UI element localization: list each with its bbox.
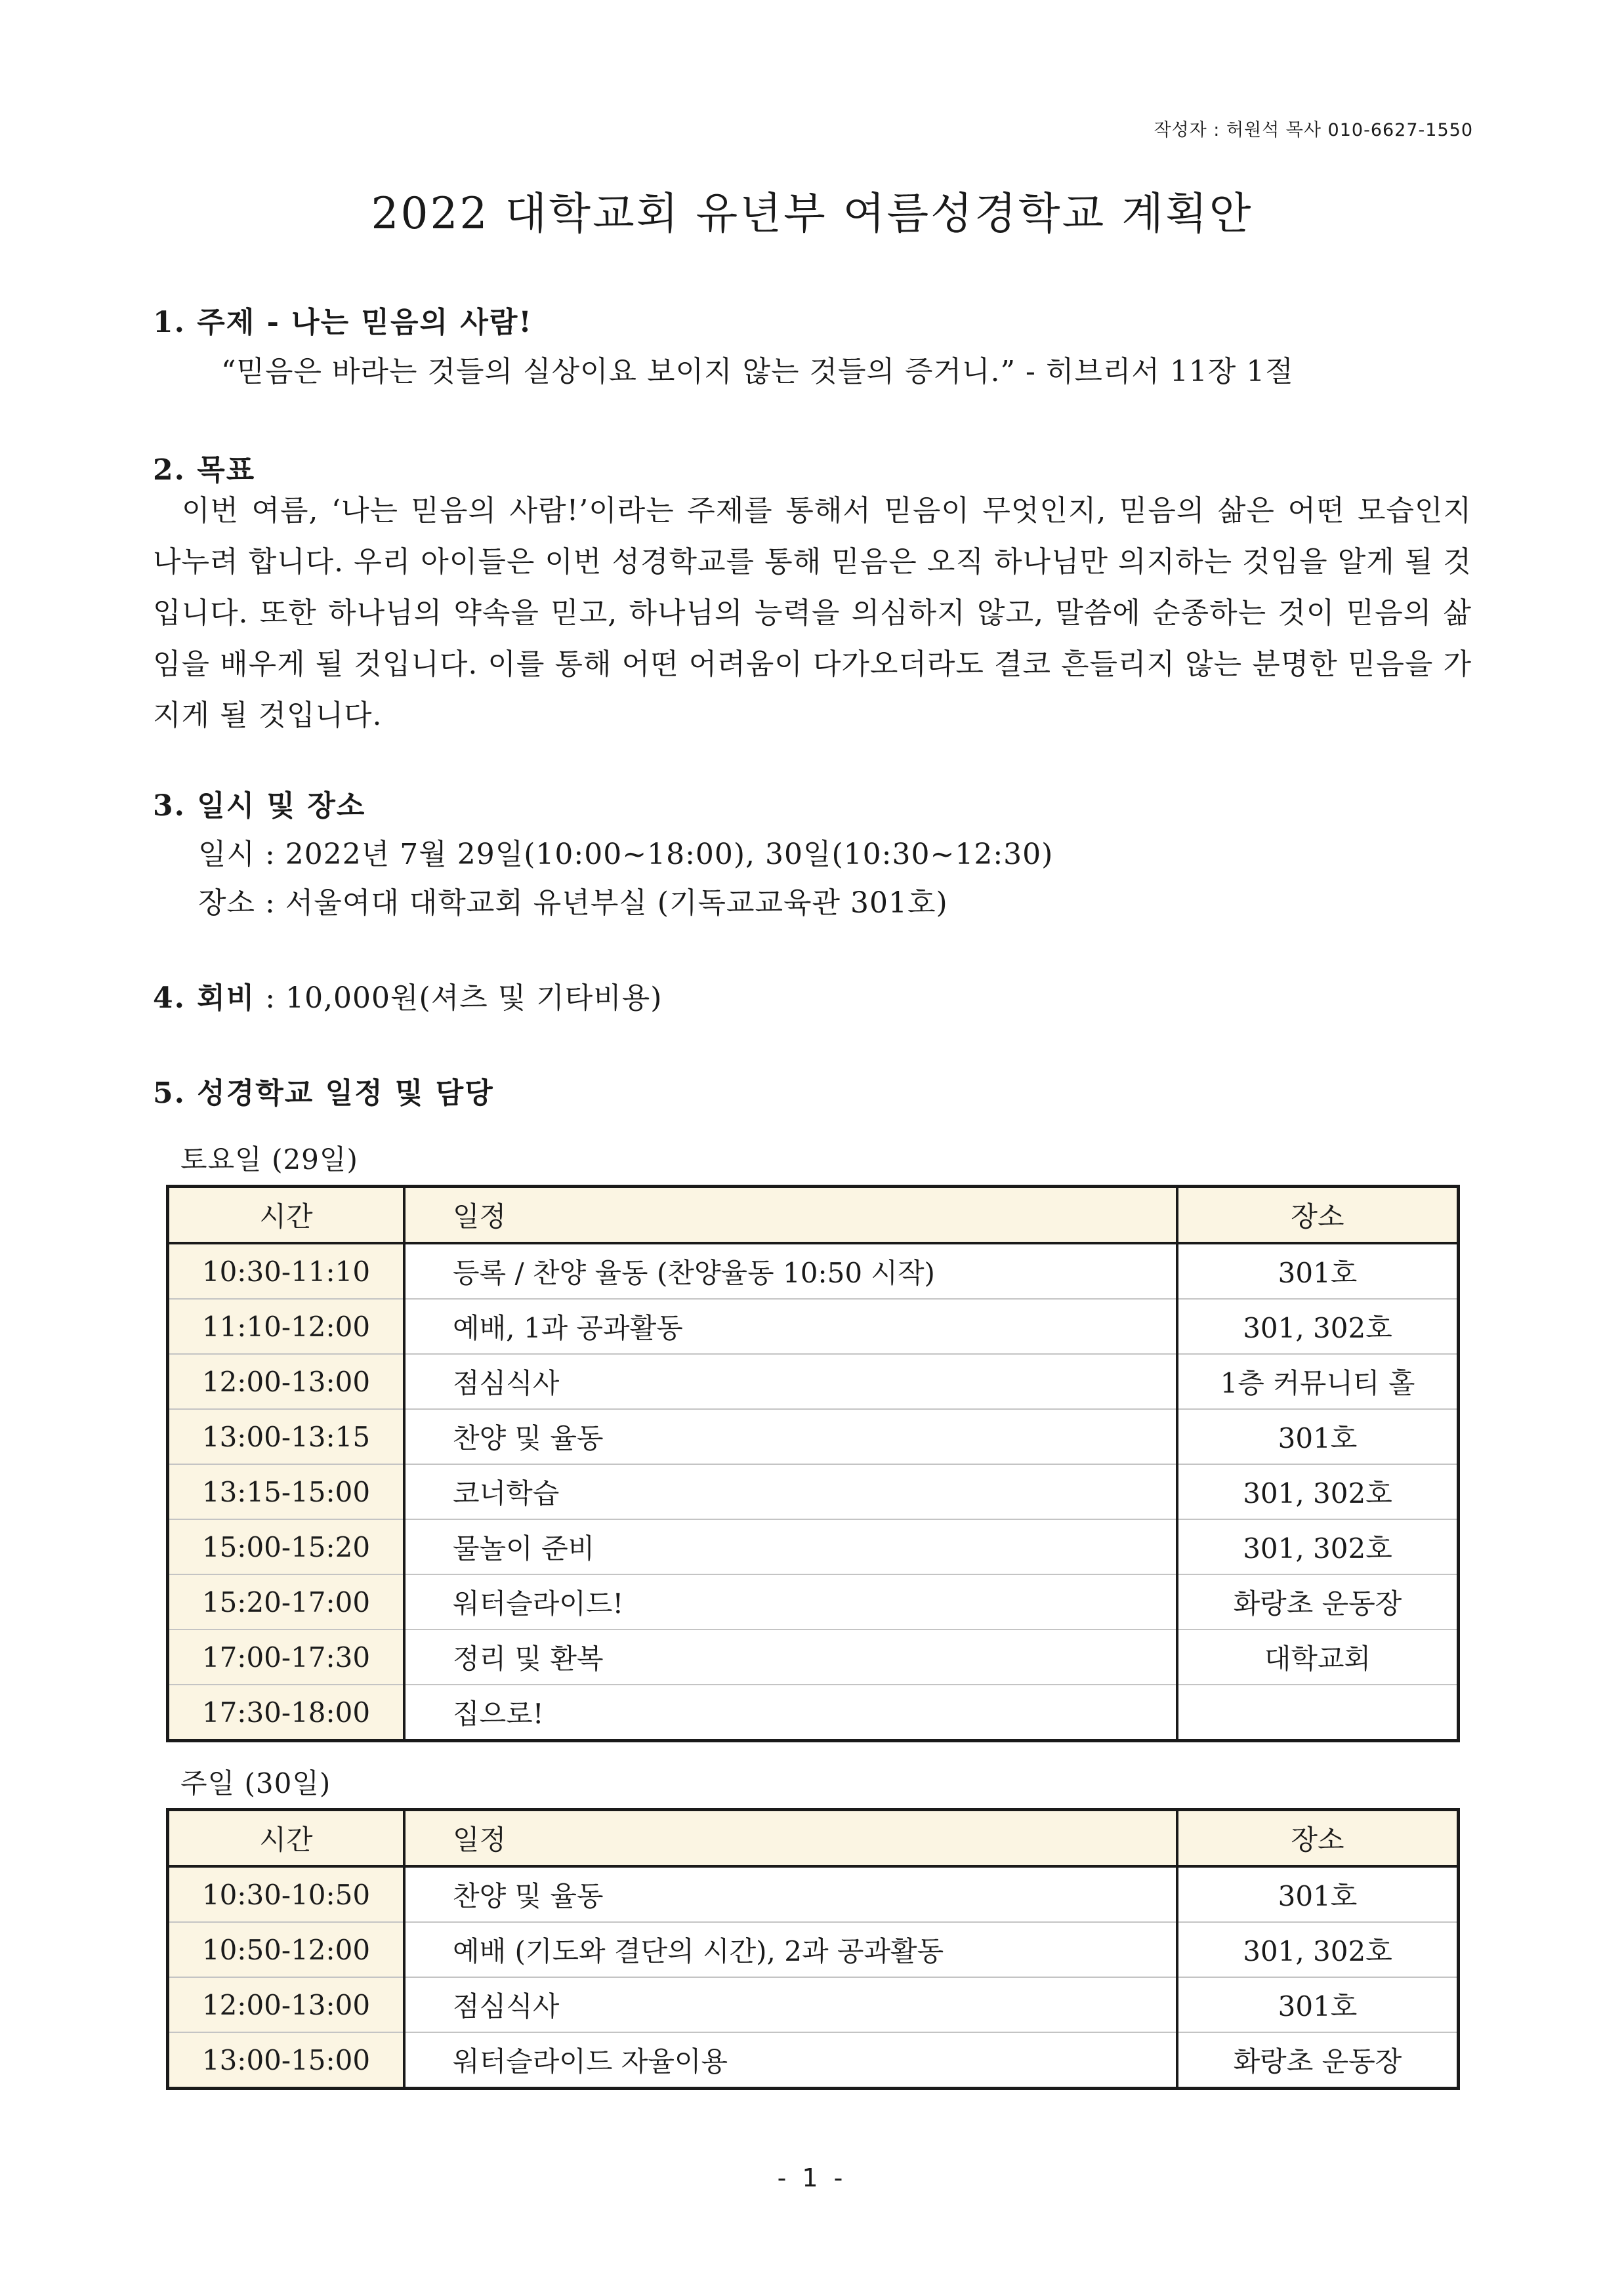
author-line: 작성자 : 허원석 목사 010-6627-1550 bbox=[1154, 120, 1473, 140]
place-cell: 화랑초 운동장 bbox=[1177, 1574, 1459, 1630]
event-cell: 예배, 1과 공과활동 bbox=[404, 1299, 1177, 1354]
place-cell: 301, 302호 bbox=[1177, 1299, 1459, 1354]
time-cell: 17:00-17:30 bbox=[168, 1630, 405, 1685]
table-row bbox=[168, 1977, 1459, 2032]
column-header-time: 시간 bbox=[168, 1187, 405, 1244]
table-row bbox=[168, 1243, 1459, 1299]
theme-verse: “믿음은 바라는 것들의 실상이요 보이지 않는 것들의 증거니.” - 히브리서 11장 1절 bbox=[221, 355, 1294, 388]
place-cell: 대학교회 bbox=[1177, 1630, 1459, 1685]
schedule-table-day1 bbox=[166, 1185, 1460, 1742]
event-cell: 워터슬라이드! bbox=[404, 1574, 1177, 1630]
event-cell: 코너학습 bbox=[404, 1464, 1177, 1519]
table-row bbox=[168, 1922, 1459, 1977]
time-cell: 17:30-18:00 bbox=[168, 1685, 405, 1741]
column-header-place: 장소 bbox=[1177, 1187, 1459, 1244]
place-cell: 301, 302호 bbox=[1177, 1519, 1459, 1574]
event-cell: 정리 및 환복 bbox=[404, 1630, 1177, 1685]
table-row bbox=[168, 2032, 1459, 2089]
table-row bbox=[168, 1866, 1459, 1922]
goal-paragraph: 이번 여름, ‘나는 믿음의 사람!’이라는 주제를 통해서 믿음이 무엇인지, 믿음의 삶은 어떤 모습인지 나누려 합니다. 우리 아이들은 이번 성경학교를 통해 믿음은 오직 하나님만 의지하는 것임을 알게 될 것입니다. 또한 하나님의 약속을 믿고, 하나님의 능력을 의심하지 않고, 말씀에 순종하는 것이 믿음의 삶임을 배우게 될 것입니다. 이를 통해 어떤 어려움이 다가오더라도 결코 흔들리지 않는 분명한 믿음을 가지게 될 것입니다. bbox=[153, 494, 1472, 732]
place-cell: 301호 bbox=[1177, 1243, 1459, 1299]
section-theme-heading: 1. 주제 - 나는 믿음의 사람! bbox=[153, 306, 533, 339]
time-cell: 13:15-15:00 bbox=[168, 1464, 405, 1519]
event-cell: 찬양 및 율동 bbox=[404, 1866, 1177, 1922]
event-cell: 예배 (기도와 결단의 시간), 2과 공과활동 bbox=[404, 1922, 1177, 1977]
column-header-time: 시간 bbox=[168, 1810, 405, 1867]
place-cell: 301호 bbox=[1177, 1409, 1459, 1464]
place-cell: 301호 bbox=[1177, 1977, 1459, 2032]
place-cell: 301, 302호 bbox=[1177, 1922, 1459, 1977]
event-place: 장소 : 서울여대 대학교회 유년부실 (기독교교육관 301호) bbox=[198, 886, 948, 920]
time-cell: 11:10-12:00 bbox=[168, 1299, 405, 1354]
fee-label: 4. 회비 bbox=[153, 981, 256, 1015]
table-row bbox=[168, 1299, 1459, 1354]
table-row bbox=[168, 1574, 1459, 1630]
event-cell: 점심식사 bbox=[404, 1977, 1177, 2032]
column-header-place: 장소 bbox=[1177, 1810, 1459, 1867]
event-cell: 워터슬라이드 자율이용 bbox=[404, 2032, 1177, 2089]
place-cell bbox=[1177, 1685, 1459, 1741]
event-date: 일시 : 2022년 7월 29일(10:00~18:00), 30일(10:30~12:30) bbox=[198, 838, 1054, 871]
table-row bbox=[168, 1409, 1459, 1464]
table-row bbox=[168, 1630, 1459, 1685]
event-cell: 찬양 및 율동 bbox=[404, 1409, 1177, 1464]
place-cell: 301, 302호 bbox=[1177, 1464, 1459, 1519]
page-number: - 1 - bbox=[777, 2163, 847, 2192]
event-cell: 점심식사 bbox=[404, 1354, 1177, 1409]
day2-label: 주일 (30일) bbox=[180, 1767, 331, 1799]
time-cell: 13:00-13:15 bbox=[168, 1409, 405, 1464]
time-cell: 12:00-13:00 bbox=[168, 1354, 405, 1409]
place-cell: 301호 bbox=[1177, 1866, 1459, 1922]
time-cell: 10:50-12:00 bbox=[168, 1922, 405, 1977]
time-cell: 12:00-13:00 bbox=[168, 1977, 405, 2032]
event-cell: 집으로! bbox=[404, 1685, 1177, 1741]
fee-value: : 10,000원(셔츠 및 기타비용) bbox=[265, 981, 663, 1015]
place-cell: 1층 커뮤니티 홀 bbox=[1177, 1354, 1459, 1409]
day1-label: 토요일 (29일) bbox=[180, 1143, 358, 1176]
event-cell: 등록 / 찬양 율동 (찬양율동 10:50 시작) bbox=[404, 1243, 1177, 1299]
time-cell: 15:00-15:20 bbox=[168, 1519, 405, 1574]
column-header-event: 일정 bbox=[404, 1187, 1177, 1244]
time-cell: 15:20-17:00 bbox=[168, 1574, 405, 1630]
time-cell: 10:30-11:10 bbox=[168, 1243, 405, 1299]
document-title: 2022 대학교회 유년부 여름성경학교 계획안 bbox=[371, 188, 1253, 239]
event-cell: 물놀이 준비 bbox=[404, 1519, 1177, 1574]
table-row bbox=[168, 1685, 1459, 1741]
section-schedule-heading: 5. 성경학교 일정 및 담당 bbox=[153, 1076, 494, 1110]
time-cell: 10:30-10:50 bbox=[168, 1866, 405, 1922]
table-row bbox=[168, 1354, 1459, 1409]
schedule-table-day2 bbox=[166, 1808, 1460, 2090]
section-datetime-heading: 3. 일시 및 장소 bbox=[153, 789, 366, 823]
table-row bbox=[168, 1464, 1459, 1519]
place-cell: 화랑초 운동장 bbox=[1177, 2032, 1459, 2089]
column-header-event: 일정 bbox=[404, 1810, 1177, 1867]
section-goal-heading: 2. 목표 bbox=[153, 453, 256, 487]
table-row bbox=[168, 1519, 1459, 1574]
time-cell: 13:00-15:00 bbox=[168, 2032, 405, 2089]
